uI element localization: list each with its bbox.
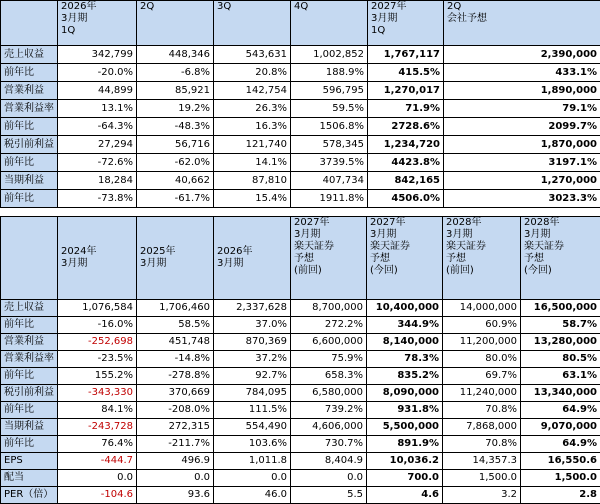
table-cell: 4506.0%	[368, 190, 444, 208]
quarterly-results-table	[0, 0, 600, 208]
table-cell: 20.8%	[214, 64, 291, 82]
table-cell: 272.2%	[291, 317, 367, 334]
table-cell: 76.4%	[58, 436, 137, 453]
row-label: 前年比	[1, 118, 58, 136]
table-cell: 433.1%	[444, 64, 600, 82]
table-cell: 37.2%	[214, 351, 291, 368]
table-cell: 1,270,017	[368, 82, 444, 100]
table-cell: 19.2%	[137, 100, 214, 118]
table-cell: -252,698	[58, 334, 137, 351]
table-cell: -64.3%	[58, 118, 137, 136]
table-cell: 543,631	[214, 46, 291, 64]
table-cell: 80.5%	[521, 351, 600, 368]
table-cell: 739.2%	[291, 402, 367, 419]
table-cell: -278.8%	[137, 368, 214, 385]
table-cell: 9,070,000	[521, 419, 600, 436]
annual-forecast-table	[0, 216, 600, 504]
row-label: 前年比	[1, 436, 58, 453]
table-row	[1, 470, 600, 487]
header-cell	[214, 1, 291, 46]
table-cell: 835.2%	[367, 368, 443, 385]
header-cell	[137, 1, 214, 46]
table-cell: 71.9%	[368, 100, 444, 118]
row-label: 税引前利益	[1, 385, 58, 402]
table-cell: 92.7%	[214, 368, 291, 385]
header-text: 2027年 3月期 楽天証券 予想 (今回)	[370, 217, 410, 276]
row-label: 売上収益	[1, 46, 58, 64]
header-cell	[214, 217, 291, 300]
table-cell: -72.6%	[58, 154, 137, 172]
table-cell: 1,270,000	[444, 172, 600, 190]
table-row	[1, 453, 600, 470]
table-cell: 1506.8%	[291, 118, 368, 136]
table-cell: 3.2	[443, 487, 521, 504]
table-row	[1, 190, 600, 208]
header-cell	[58, 1, 137, 46]
table-cell: -73.8%	[58, 190, 137, 208]
header-text: 2026年 3月期	[217, 246, 252, 269]
table-cell: 1,706,460	[137, 300, 214, 317]
header-cell-label	[1, 217, 58, 300]
table-row	[1, 64, 600, 82]
table-cell: 18,284	[58, 172, 137, 190]
table-cell: 63.1%	[521, 368, 600, 385]
table-header-row	[1, 1, 600, 46]
table-cell: 188.9%	[291, 64, 368, 82]
table-cell: 70.8%	[443, 402, 521, 419]
table-cell: 8,404.9	[291, 453, 367, 470]
table-cell: 1,870,000	[444, 136, 600, 154]
table-cell: 14.1%	[214, 154, 291, 172]
table-cell: 13,280,000	[521, 334, 600, 351]
table-cell: 59.5%	[291, 100, 368, 118]
table-cell: 64.9%	[521, 436, 600, 453]
row-label: 売上収益	[1, 300, 58, 317]
table-cell: 415.5%	[368, 64, 444, 82]
table-row	[1, 82, 600, 100]
table-cell: 1,002,852	[291, 46, 368, 64]
table-row	[1, 136, 600, 154]
table-cell: 8,700,000	[291, 300, 367, 317]
table-row	[1, 46, 600, 64]
table-cell: 14,000,000	[443, 300, 521, 317]
table-cell: 121,740	[214, 136, 291, 154]
table-cell: 4.6	[367, 487, 443, 504]
table-cell: 58.7%	[521, 317, 600, 334]
table-cell: 10,400,000	[367, 300, 443, 317]
row-label: 前年比	[1, 317, 58, 334]
row-label: 営業利益	[1, 82, 58, 100]
table-cell: 5.5	[291, 487, 367, 504]
table-row	[1, 154, 600, 172]
header-text: 2027年 3月期 1Q	[371, 1, 406, 36]
table-cell: -16.0%	[58, 317, 137, 334]
table-cell: 13.1%	[58, 100, 137, 118]
table-row	[1, 402, 600, 419]
header-cell	[368, 1, 444, 46]
header-cell	[291, 1, 368, 46]
row-label: 前年比	[1, 154, 58, 172]
table-cell: 8,090,000	[367, 385, 443, 402]
header-text: 2028年 3月期 楽天証券 予想 (今回)	[524, 217, 564, 276]
table-cell: -104.6	[58, 487, 137, 504]
table-cell: 407,734	[291, 172, 368, 190]
table-cell: 2,390,000	[444, 46, 600, 64]
table-cell: 578,345	[291, 136, 368, 154]
header-text: 2024年 3月期	[61, 246, 96, 269]
table-cell: 784,095	[214, 385, 291, 402]
table-cell: 16,500,000	[521, 300, 600, 317]
table-cell: -6.8%	[137, 64, 214, 82]
table-cell: 142,754	[214, 82, 291, 100]
table-cell: 2728.6%	[368, 118, 444, 136]
table-cell: 26.3%	[214, 100, 291, 118]
table-cell: 85,921	[137, 82, 214, 100]
table-cell: 0.0	[291, 470, 367, 487]
table-cell: 0.0	[137, 470, 214, 487]
table-cell: -243,728	[58, 419, 137, 436]
row-label: 前年比	[1, 64, 58, 82]
table-cell: -14.8%	[137, 351, 214, 368]
table-cell: 870,369	[214, 334, 291, 351]
table-row	[1, 487, 600, 504]
header-text: 3Q	[217, 1, 231, 12]
header-text: 2027年 3月期 楽天証券 予想 (前回)	[294, 217, 334, 276]
table-cell: 554,490	[214, 419, 291, 436]
header-cell	[58, 217, 137, 300]
table-cell: 344.9%	[367, 317, 443, 334]
header-cell	[137, 217, 214, 300]
table-cell: 6,580,000	[291, 385, 367, 402]
table-cell: 16.3%	[214, 118, 291, 136]
table-cell: 1,767,117	[368, 46, 444, 64]
table-cell: 451,748	[137, 334, 214, 351]
table-cell: 596,795	[291, 82, 368, 100]
table-cell: 155.2%	[58, 368, 137, 385]
table-cell: 69.7%	[443, 368, 521, 385]
row-label: 前年比	[1, 402, 58, 419]
table-cell: 370,669	[137, 385, 214, 402]
table-cell: 7,868,000	[443, 419, 521, 436]
table-cell: 1911.8%	[291, 190, 368, 208]
table-cell: 1,890,000	[444, 82, 600, 100]
table-row	[1, 368, 600, 385]
table-cell: 0.0	[58, 470, 137, 487]
table-cell: 46.0	[214, 487, 291, 504]
table-row	[1, 436, 600, 453]
table-cell: 103.6%	[214, 436, 291, 453]
table-cell: 3739.5%	[291, 154, 368, 172]
table-cell: 4423.8%	[368, 154, 444, 172]
table-row	[1, 118, 600, 136]
table-cell: 5,500,000	[367, 419, 443, 436]
table-row	[1, 334, 600, 351]
table-row	[1, 317, 600, 334]
table-cell: 10,036.2	[367, 453, 443, 470]
table-cell: 6,600,000	[291, 334, 367, 351]
row-label: 当期利益	[1, 419, 58, 436]
table-cell: 1,500.0	[521, 470, 600, 487]
table-cell: 27,294	[58, 136, 137, 154]
row-label: 前年比	[1, 190, 58, 208]
table-cell: 842,165	[368, 172, 444, 190]
table-cell: -343,330	[58, 385, 137, 402]
table-cell: 2099.7%	[444, 118, 600, 136]
table-cell: -444.7	[58, 453, 137, 470]
table-cell: 40,662	[137, 172, 214, 190]
table-cell: 931.8%	[367, 402, 443, 419]
table-cell: 11,200,000	[443, 334, 521, 351]
table-cell: -20.0%	[58, 64, 137, 82]
header-text: 2Q 会社予想	[447, 1, 487, 24]
row-label: 営業利益率	[1, 351, 58, 368]
table-cell: 8,140,000	[367, 334, 443, 351]
table-cell: 11,240,000	[443, 385, 521, 402]
table-cell: 730.7%	[291, 436, 367, 453]
table-row	[1, 351, 600, 368]
table-cell: 4,606,000	[291, 419, 367, 436]
table-row	[1, 172, 600, 190]
header-cell	[367, 217, 443, 300]
table-cell: 3023.3%	[444, 190, 600, 208]
table-cell: 700.0	[367, 470, 443, 487]
table-cell: 75.9%	[291, 351, 367, 368]
header-text: 2026年 3月期 1Q	[61, 1, 96, 36]
header-cell	[291, 217, 367, 300]
header-text: 2028年 3月期 楽天証券 予想 (前回)	[446, 217, 486, 276]
table-cell: -48.3%	[137, 118, 214, 136]
row-label: 配当	[1, 470, 58, 487]
header-cell	[444, 1, 600, 46]
table-cell: 80.0%	[443, 351, 521, 368]
row-label: 前年比	[1, 368, 58, 385]
row-label: 営業利益率	[1, 100, 58, 118]
table-cell: 16,550.6	[521, 453, 600, 470]
table-cell: 58.5%	[137, 317, 214, 334]
table-cell: 111.5%	[214, 402, 291, 419]
table-cell: 14,357.3	[443, 453, 521, 470]
table-cell: 60.9%	[443, 317, 521, 334]
table-cell: 1,234,720	[368, 136, 444, 154]
table-cell: 1,076,584	[58, 300, 137, 317]
table-cell: 64.9%	[521, 402, 600, 419]
table-cell: 84.1%	[58, 402, 137, 419]
table-cell: 93.6	[137, 487, 214, 504]
table-cell: 658.3%	[291, 368, 367, 385]
row-label: PER（倍）	[1, 487, 58, 504]
table-cell: 342,799	[58, 46, 137, 64]
table-header-row	[1, 217, 600, 300]
table-cell: 1,500.0	[443, 470, 521, 487]
header-text: 2Q	[140, 1, 154, 12]
table-cell: 0.0	[214, 470, 291, 487]
header-text: 2025年 3月期	[140, 246, 175, 269]
table-cell: -208.0%	[137, 402, 214, 419]
table-cell: -23.5%	[58, 351, 137, 368]
table-cell: -62.0%	[137, 154, 214, 172]
table-cell: 56,716	[137, 136, 214, 154]
table-cell: 2,337,628	[214, 300, 291, 317]
header-cell-label	[1, 1, 58, 46]
row-label: 税引前利益	[1, 136, 58, 154]
table-cell: 79.1%	[444, 100, 600, 118]
table-cell: 891.9%	[367, 436, 443, 453]
table-row	[1, 300, 600, 317]
row-label: 営業利益	[1, 334, 58, 351]
table-cell: 78.3%	[367, 351, 443, 368]
table-cell: 44,899	[58, 82, 137, 100]
table-cell: 3197.1%	[444, 154, 600, 172]
table-cell: 37.0%	[214, 317, 291, 334]
header-cell	[521, 217, 600, 300]
table-cell: 2.8	[521, 487, 600, 504]
table-cell: 87,810	[214, 172, 291, 190]
table-row	[1, 100, 600, 118]
row-label: 当期利益	[1, 172, 58, 190]
table-cell: 272,315	[137, 419, 214, 436]
header-cell	[443, 217, 521, 300]
table-row	[1, 419, 600, 436]
table-row	[1, 385, 600, 402]
header-text: 4Q	[294, 1, 308, 12]
table-cell: 496.9	[137, 453, 214, 470]
table-cell: 70.8%	[443, 436, 521, 453]
table-cell: 15.4%	[214, 190, 291, 208]
table-cell: -211.7%	[137, 436, 214, 453]
table-cell: 1,011.8	[214, 453, 291, 470]
row-label: EPS	[1, 453, 58, 470]
table-cell: 448,346	[137, 46, 214, 64]
table-cell: 13,340,000	[521, 385, 600, 402]
table-cell: -61.7%	[137, 190, 214, 208]
